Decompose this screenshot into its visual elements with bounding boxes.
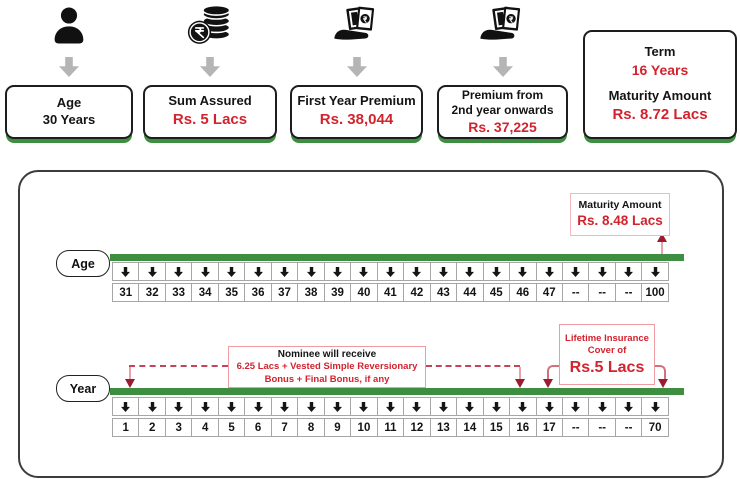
nominee-callout <box>228 346 426 388</box>
lifetime-callout-line2: Cover of <box>587 344 627 356</box>
year-cell-8: 8 <box>297 418 324 437</box>
down-arrow-icon <box>297 262 324 281</box>
year-cell-2: 2 <box>138 418 165 437</box>
age-cell-33: 33 <box>165 283 192 302</box>
down-arrow-icon <box>641 262 668 281</box>
down-arrow-icon <box>403 262 430 281</box>
summary-card-box <box>583 30 737 139</box>
down-arrow-icon <box>615 397 642 416</box>
card-line: Premium from <box>461 88 544 103</box>
age-number-cells <box>112 283 669 302</box>
nominee-left-stem <box>129 367 131 379</box>
down-arrow-icon <box>509 262 536 281</box>
age-cell-40: 40 <box>350 283 377 302</box>
down-arrow-icon <box>112 262 139 281</box>
down-arrow-icon <box>244 397 271 416</box>
age-timeline-bar <box>110 254 684 261</box>
card-line: 2nd year onwards <box>451 102 554 117</box>
year-number-cells <box>112 418 669 437</box>
nominee-connector-left <box>129 365 228 367</box>
card-line: Maturity Amount <box>608 87 712 103</box>
down-arrow-icon <box>562 262 589 281</box>
down-arrow-icon <box>430 262 457 281</box>
card-line: 30 Years <box>42 112 96 127</box>
year-cell---: -- <box>562 418 589 437</box>
down-arrow-icon <box>536 397 563 416</box>
year-cell-13: 13 <box>430 418 457 437</box>
down-arrow-icon <box>536 262 563 281</box>
year-cell---: -- <box>615 418 642 437</box>
down-arrow-icon <box>218 397 245 416</box>
down-arrow-icon <box>271 397 298 416</box>
card-line: 16 Years <box>631 61 689 78</box>
year-cell-9: 9 <box>324 418 351 437</box>
age-cell-31: 31 <box>112 283 139 302</box>
year-cell-15: 15 <box>483 418 510 437</box>
down-arrow-icon <box>138 397 165 416</box>
money-hand-icon <box>290 3 423 49</box>
year-cell-11: 11 <box>377 418 404 437</box>
down-arrow-icon <box>377 262 404 281</box>
policy-summary-row <box>0 0 740 160</box>
person-icon <box>5 3 133 49</box>
down-arrow-icon <box>483 262 510 281</box>
age-cell---: -- <box>615 283 642 302</box>
year-row-label: Year <box>56 375 110 402</box>
gray-down-arrow-icon <box>437 57 568 77</box>
summary-card-premium-second-year-onwards <box>437 0 568 150</box>
age-cell-46: 46 <box>509 283 536 302</box>
age-cell---: -- <box>562 283 589 302</box>
age-cell-100: 100 <box>641 283 668 302</box>
age-cell-42: 42 <box>403 283 430 302</box>
summary-card-box <box>437 85 568 139</box>
down-arrow-icon <box>377 397 404 416</box>
year-cell-16: 16 <box>509 418 536 437</box>
maturity-callout-value: Rs. 8.48 Lacs <box>577 213 663 229</box>
year-cell---: -- <box>588 418 615 437</box>
summary-card-box <box>5 85 133 139</box>
rupee-coins-icon <box>143 3 277 49</box>
down-arrow-icon <box>112 397 139 416</box>
gray-down-arrow-icon <box>290 57 423 77</box>
card-line: Term <box>644 43 676 59</box>
year-cell-12: 12 <box>403 418 430 437</box>
card-line: Rs. 5 Lacs <box>172 111 248 129</box>
down-arrow-icon <box>297 397 324 416</box>
age-arrow-cells <box>112 262 669 281</box>
year-cell-17: 17 <box>536 418 563 437</box>
down-arrow-icon <box>543 379 553 388</box>
down-arrow-icon <box>244 262 271 281</box>
down-arrow-icon <box>562 397 589 416</box>
year-cell-1: 1 <box>112 418 139 437</box>
down-arrow-icon <box>218 262 245 281</box>
age-cell-41: 41 <box>377 283 404 302</box>
down-arrow-icon <box>430 397 457 416</box>
lifetime-cover-callout <box>559 324 655 385</box>
down-arrow-icon <box>588 397 615 416</box>
maturity-amount-callout <box>570 193 670 236</box>
summary-card-sum-assured <box>143 0 277 150</box>
down-arrow-icon <box>324 397 351 416</box>
card-line: Rs. 38,044 <box>319 111 394 129</box>
nominee-right-stem <box>519 367 521 379</box>
nominee-callout-title: Nominee will receive <box>277 349 377 361</box>
down-arrow-icon <box>588 262 615 281</box>
year-cell-70: 70 <box>641 418 668 437</box>
nominee-callout-line2: Bonus + Final Bonus, if any <box>264 373 390 385</box>
maturity-callout-title: Maturity Amount <box>578 199 662 212</box>
nominee-connector-right <box>426 365 520 367</box>
down-arrow-icon <box>403 397 430 416</box>
down-arrow-icon <box>165 397 192 416</box>
card-line: Sum Assured <box>168 93 252 109</box>
summary-card-age <box>5 0 133 150</box>
down-arrow-icon <box>125 379 135 388</box>
age-cell-38: 38 <box>297 283 324 302</box>
age-row-label: Age <box>56 250 110 277</box>
year-cell-4: 4 <box>191 418 218 437</box>
age-cell-45: 45 <box>483 283 510 302</box>
card-line: Rs. 37,225 <box>468 118 537 135</box>
lifetime-callout-line1: Lifetime Insurance <box>565 332 649 344</box>
down-arrow-icon <box>191 397 218 416</box>
age-cell-44: 44 <box>456 283 483 302</box>
summary-card-term-and-maturity <box>583 0 737 150</box>
down-arrow-icon <box>350 397 377 416</box>
gray-down-arrow-icon <box>143 57 277 77</box>
year-cell-3: 3 <box>165 418 192 437</box>
down-arrow-icon <box>191 262 218 281</box>
down-arrow-icon <box>165 262 192 281</box>
summary-card-box <box>143 85 277 139</box>
age-cell-32: 32 <box>138 283 165 302</box>
card-line: First Year Premium <box>297 93 416 109</box>
down-arrow-icon <box>658 379 668 388</box>
maturity-arrow-stem <box>661 242 663 254</box>
down-arrow-icon <box>350 262 377 281</box>
age-cell-37: 37 <box>271 283 298 302</box>
age-cell-39: 39 <box>324 283 351 302</box>
year-arrow-cells <box>112 397 669 416</box>
year-timeline-bar <box>110 388 684 395</box>
age-cell-43: 43 <box>430 283 457 302</box>
down-arrow-icon <box>138 262 165 281</box>
down-arrow-icon <box>641 397 668 416</box>
down-arrow-icon <box>515 379 525 388</box>
year-cell-6: 6 <box>244 418 271 437</box>
year-cell-14: 14 <box>456 418 483 437</box>
age-cell-35: 35 <box>218 283 245 302</box>
year-cell-10: 10 <box>350 418 377 437</box>
down-arrow-icon <box>456 262 483 281</box>
down-arrow-icon <box>483 397 510 416</box>
year-cell-5: 5 <box>218 418 245 437</box>
summary-card-first-year-premium <box>290 0 423 150</box>
age-cell-36: 36 <box>244 283 271 302</box>
down-arrow-icon <box>324 262 351 281</box>
year-cell-7: 7 <box>271 418 298 437</box>
nominee-callout-line1: 6.25 Lacs + Vested Simple Reversionary <box>236 361 418 373</box>
summary-card-box <box>290 85 423 139</box>
policy-timeline-panel <box>18 170 724 478</box>
age-cell---: -- <box>588 283 615 302</box>
age-cell-34: 34 <box>191 283 218 302</box>
down-arrow-icon <box>615 262 642 281</box>
card-line: Rs. 8.72 Lacs <box>612 105 708 123</box>
down-arrow-icon <box>456 397 483 416</box>
down-arrow-icon <box>271 262 298 281</box>
money-hand-icon <box>437 3 568 49</box>
card-line: Age <box>56 95 82 111</box>
lifetime-callout-value: Rs.5 Lacs <box>569 358 645 376</box>
gray-down-arrow-icon <box>5 57 133 77</box>
age-cell-47: 47 <box>536 283 563 302</box>
down-arrow-icon <box>509 397 536 416</box>
